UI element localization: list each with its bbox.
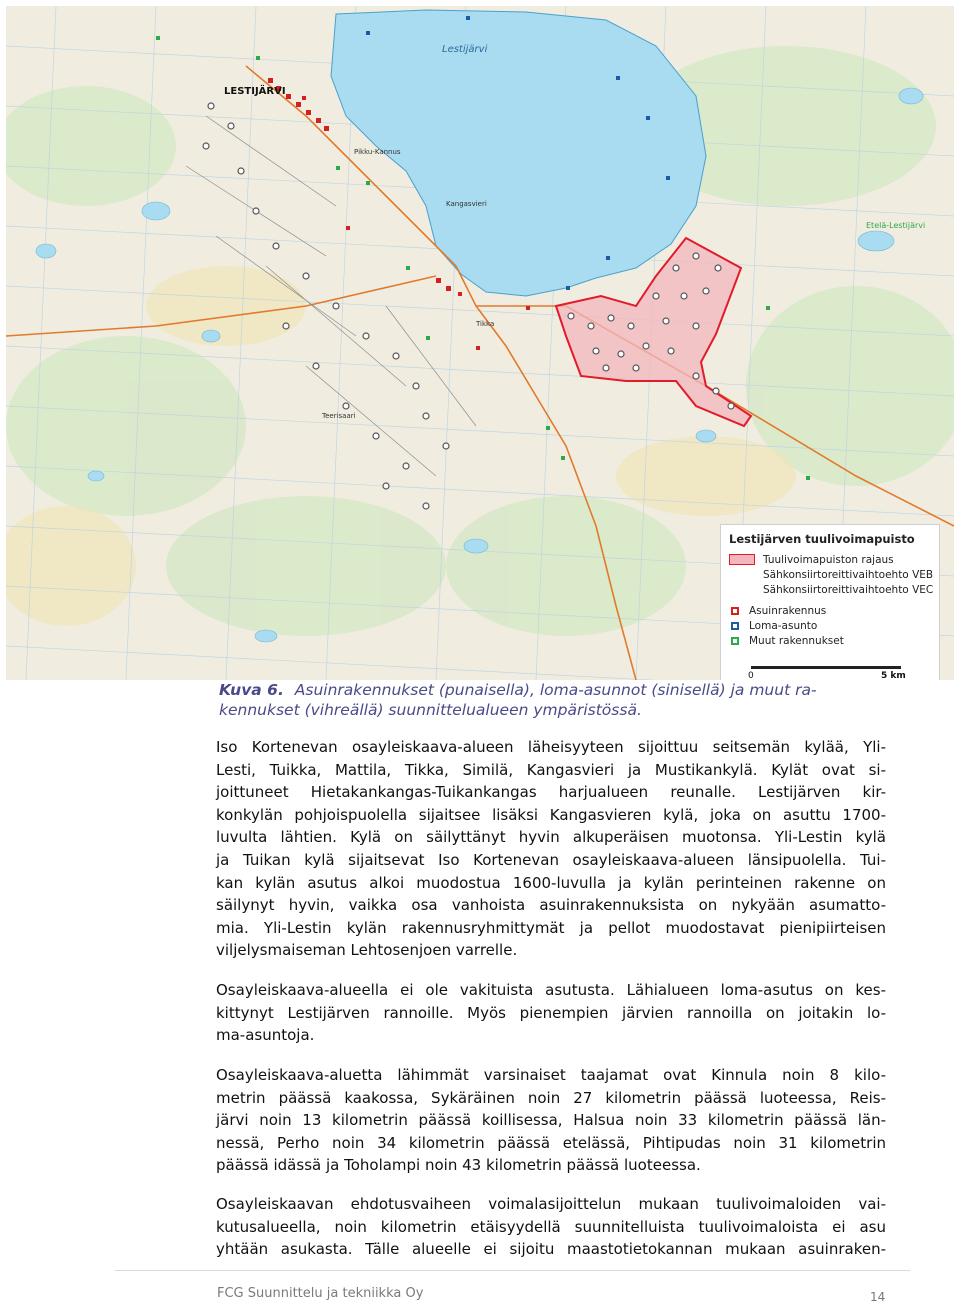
paragraph-3: Osayleiskaava-aluetta lähimmät varsinaiset taajamat ovat Kinnula noin 8 kilo- metrin päässä kaakossa, Sykäräinen noin 27 kilometrin päässä luoteessa, Reis- järvi noin 13 kilometrin päässä koillisessa, Halsua noin 33 kilometrin päässä län- nessä, Perho noin 34 kilometrin päässä etelässä, Pihtipudas noin 31 kilometrin päässä idässä ja Toholampi noin 43 kilometrin päässä luoteessa.: [216, 1066, 886, 1175]
page-number: 14: [870, 1290, 886, 1304]
park-area-swatch: [729, 554, 755, 565]
legend-item-other: [729, 633, 939, 648]
route-veb-swatch: [729, 569, 755, 580]
scale-right-label: 5 km: [881, 671, 906, 680]
footer-company: FCG Suunnittelu ja tekniikka Oy: [217, 1286, 424, 1301]
holiday-square-icon: [731, 622, 739, 630]
legend-label: Loma-asunto: [749, 619, 818, 632]
scale-left-label: 0: [748, 671, 754, 680]
label-lake: Lestijärvi: [442, 44, 488, 55]
label-lestijarvi-town: LESTIJÄRVI: [224, 86, 286, 97]
map-legend: [720, 524, 940, 680]
legend-label: Tuulivoimapuiston rajaus: [763, 553, 894, 566]
legend-title: Lestijärven tuulivoimapuisto: [729, 532, 915, 546]
legend-label: Muut rakennukset: [749, 634, 844, 647]
legend-label: Sähkonsiirtoreittivaihtoehto VEB: [763, 568, 934, 581]
map: [6, 6, 954, 680]
legend-label: Asuinrakennus: [749, 604, 827, 617]
other-square-icon: [731, 637, 739, 645]
legend-item-residential: [729, 603, 939, 618]
label-village-5: Etelä-Lestijärvi: [866, 221, 926, 230]
label-village-4: Teerisaari: [322, 412, 356, 420]
label-village-1: Pikku-Kannus: [354, 148, 401, 156]
paragraph-4: Osayleiskaavan ehdotusvaiheen voimalasijoittelun mukaan tuulivoimaloiden vai- kutusalueella, noin kilometrin etäisyydellä suunnitelluista tuulivoimaloista ei asu yhtään asukasta. Tälle alueelle ei sijoitu maastotietokannan mukaan asuinraken-: [216, 1195, 886, 1259]
figure-caption: [219, 680, 889, 720]
legend-item-route-vec: [729, 582, 939, 597]
label-village-2: Kangasvieri: [446, 200, 487, 208]
paragraph-1: Iso Kortenevan osayleiskaava-alueen läheisyyteen sijoittuu seitsemän kylää, Yli- Lesti, Tuikka, Mattila, Tikka, Similä, Kangasvieri ja Mustikankylä. Kylät ovat si- joittuneet Hietakankangas-Tuikankangas harjualueen reunalle. Lestijärven kir- konkylän pohjoispuolella sijaitsee lisäksi Kangasvieren kylä, joka on asuttu 1700- luvulta lähtien. Kylä on säilyttänyt hyvin alkuperäisen muotonsa. Yli-Lestin kylä ja Tuikan kylä sijaitsevat Iso Kortenevan osayleiskaava-alueen länsipuolella. Tui- kan kylän asutus alkoi muodostua 1600-luvulla ja kylän perinteinen rakenne on säilynyt hyvin, vaikka osa vanhoista asuinrakennuksista on nykyään asumatto- mia. Yli-Lestin kylän rakennusryhmittymät ja pellot muodostavat pienipiirteisen viljelysmaiseman Lehtosenjoen varrelle.: [216, 738, 886, 960]
caption-label: Kuva 6.: [219, 681, 284, 699]
footer-divider: [115, 1270, 910, 1271]
paragraph-2: Osayleiskaava-alueella ei ole vakituista asutusta. Lähialueen loma-asutus on kes- kittynyt Lestijärven rannoille. Myös pienempien järvien rannoilla on joitakin lo- ma-asuntoja.: [216, 981, 886, 1045]
legend-item-park-boundary: [729, 552, 939, 567]
label-village-3: Tikka: [476, 320, 495, 328]
route-vec-swatch: [729, 584, 755, 595]
scale-bar: [751, 666, 901, 669]
legend-item-route-veb: [729, 567, 939, 582]
residential-square-icon: [731, 607, 739, 615]
legend-item-holiday: [729, 618, 939, 633]
caption-line-2: kennukset (vihreällä) suunnittelualueen ympäristössä.: [219, 701, 642, 719]
legend-label: Sähkonsiirtoreittivaihtoehto VEC: [763, 583, 934, 596]
caption-line-1: Kuva 6. Asuinrakennukset (punaisella), loma-asunnot (sinisellä) ja muut ra-: [219, 681, 817, 699]
